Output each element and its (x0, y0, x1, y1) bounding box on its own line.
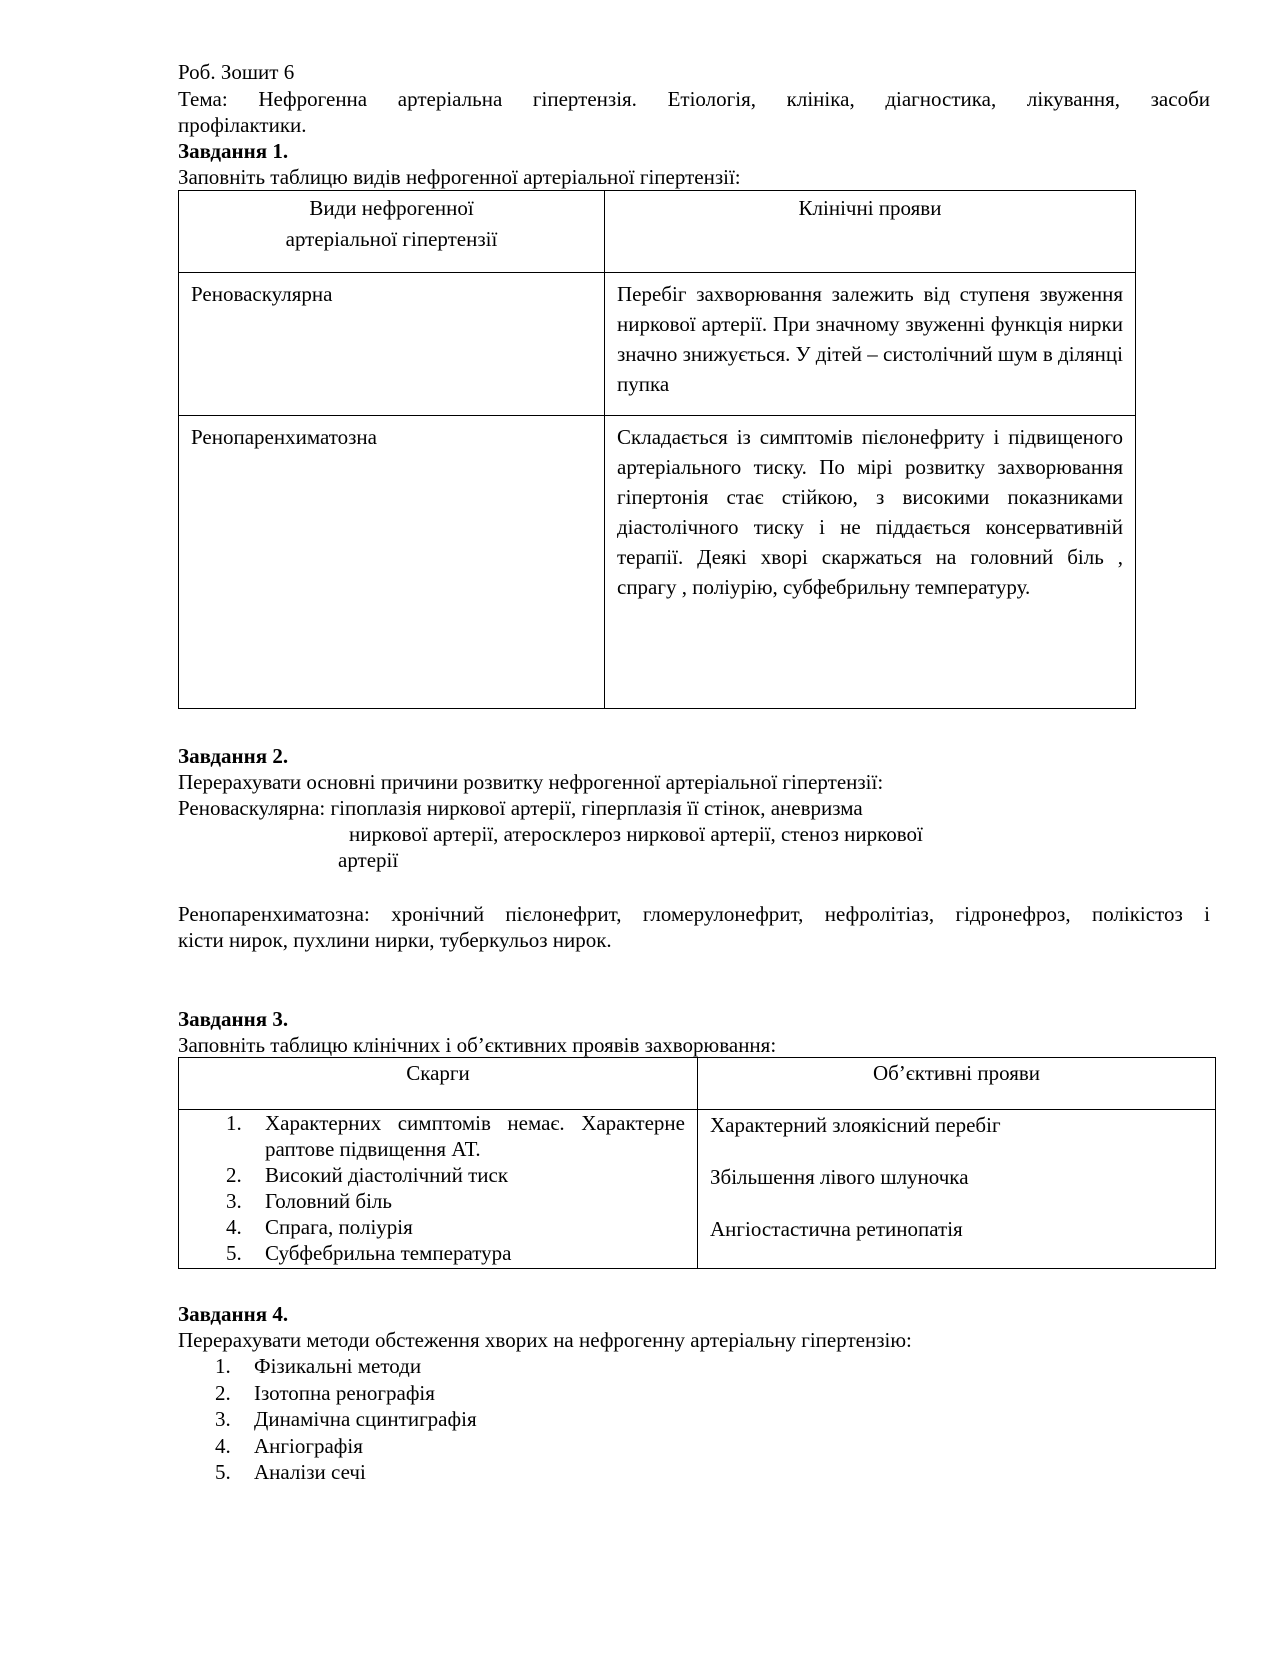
list-item (178, 1353, 477, 1380)
list-number: 3. (226, 1189, 242, 1213)
task1-instruction: Заповніть таблицю видів нефрогенної артеріальної гіпертензії: (178, 165, 741, 189)
renoparenchymal-causes-line2: кісти нирок, пухлини нирки, туберкульоз нирок. (178, 928, 612, 952)
table-header-row (179, 191, 1136, 273)
list-number: 4. (215, 1433, 231, 1458)
header-cell-complaints (179, 1058, 698, 1110)
list-number: 2. (226, 1163, 242, 1187)
complaints-list (179, 1110, 697, 1266)
task4-heading: Завдання 4. (178, 1302, 289, 1326)
header-types-line2: артеріальної гіпертензії (285, 227, 498, 251)
list-text: Динамічна сцинтиграфія (254, 1407, 477, 1431)
task4-instruction: Перерахувати методи обстеження хворих на нефрогенну артеріальну гіпертензію: (178, 1328, 912, 1352)
list-text: Спрага, поліурія (265, 1215, 413, 1239)
list-item (178, 1459, 477, 1486)
list-number: 2. (215, 1380, 231, 1405)
table-row (179, 416, 1136, 709)
complaints-table (178, 1057, 1216, 1269)
list-item (179, 1240, 697, 1266)
table-cell-manifestation (605, 416, 1136, 709)
objective-cell (698, 1110, 1216, 1269)
objective-item: Характерний злоякісний перебіг (710, 1113, 1001, 1137)
renovascular-causes-line2: ниркової артерії, атеросклероз ниркової артерії, стеноз ниркової (349, 822, 923, 846)
objective-item: Ангіостастична ретинопатія (710, 1217, 963, 1241)
workbook-title: Роб. Зошит 6 (178, 60, 295, 84)
topic-text: Нефрогенна артеріальна гіпертензія. Етіологія, клініка, діагностика, лікування, засоби (258, 87, 1210, 111)
methods-list (178, 1353, 477, 1486)
manifestation-renovascular: Перебіг захворювання залежить від ступеня звуження ниркової артерії. При значному звуженні функція нирки значно знижується. У дітей – систолічний шум в ділянці пупка (617, 282, 1123, 396)
list-item (178, 1380, 477, 1407)
table-row (179, 273, 1136, 416)
table-header-row (179, 1058, 1216, 1110)
topic-continuation: профілактики. (178, 113, 307, 137)
type-renovascular: Реноваскулярна (191, 282, 333, 306)
list-number: 1. (226, 1111, 242, 1135)
header-cell-manifestations (605, 191, 1136, 273)
list-item (179, 1214, 697, 1240)
task2-instruction: Перерахувати основні причини розвитку нефрогенної артеріальної гіпертензії: (178, 770, 884, 794)
list-text: Характерних симптомів немає. Характерне раптове підвищення АТ. (265, 1111, 685, 1161)
header-objective: Об’єктивні прояви (872, 1061, 1041, 1085)
list-number: 3. (215, 1407, 231, 1431)
renoparenchymal-causes-line1: Ренопаренхиматозна: хронічний пієлонефрит, гломерулонефрит, нефролітіаз, гідронефроз, полікістоз і (178, 902, 1210, 926)
table-row (179, 1110, 1216, 1269)
header-types-line1: Види нефрогенної (309, 196, 474, 220)
list-text: Ангіографія (254, 1433, 363, 1458)
header-complaints: Скарги (406, 1061, 470, 1085)
task1-heading: Завдання 1. (178, 139, 289, 163)
list-item (179, 1188, 697, 1214)
header-cell-types (179, 191, 605, 273)
list-item (179, 1162, 697, 1188)
renovascular-causes-line3: артерії (338, 848, 399, 872)
complaints-cell (179, 1110, 698, 1269)
type-renoparenchymal: Ренопаренхиматозна (191, 425, 377, 449)
task3-instruction: Заповніть таблицю клінічних і об’єктивних проявів захворювання: (178, 1033, 777, 1057)
topic-label: Тема: (178, 87, 228, 111)
list-item (178, 1406, 477, 1433)
table-cell-type (179, 416, 605, 709)
list-item (179, 1110, 697, 1162)
task2-heading: Завдання 2. (178, 744, 289, 768)
list-item (178, 1433, 477, 1460)
renovascular-causes-line1: Реноваскулярна: гіпоплазія ниркової артерії, гіперплазія її стінок, аневризма (178, 796, 863, 820)
hypertension-types-table (178, 190, 1136, 709)
list-number: 1. (215, 1354, 231, 1378)
list-text: Головний біль (265, 1189, 392, 1213)
topic-line (178, 86, 1210, 112)
list-text: Субфебрильна температура (265, 1241, 512, 1265)
list-number: 5. (215, 1460, 231, 1484)
task3-heading: Завдання 3. (178, 1007, 289, 1031)
table-cell-type (179, 273, 605, 416)
list-number: 5. (226, 1241, 242, 1265)
header-manifestations: Клінічні прояви (798, 196, 942, 220)
header-cell-objective (698, 1058, 1216, 1110)
list-text: Фізикальні методи (254, 1354, 422, 1378)
table-cell-manifestation (605, 273, 1136, 416)
manifestation-renoparenchymal: Складається із симптомів пієлонефриту і підвищеного артеріального тиску. По мірі розвитку захворювання гіпертонія стає стійкою, з високими показниками діастолічного тиску і не піддається консервативній терапії. Деякі хворі скаржаться на головний біль , спрагу , поліурію, субфебрильну температуру. (617, 425, 1123, 599)
objective-item: Збільшення лівого шлуночка (710, 1165, 969, 1189)
list-text: Аналізи сечі (254, 1460, 366, 1484)
list-text: Високий діастолічний тиск (265, 1163, 509, 1187)
list-text: Ізотопна ренографія (254, 1380, 435, 1405)
list-number: 4. (226, 1215, 242, 1239)
